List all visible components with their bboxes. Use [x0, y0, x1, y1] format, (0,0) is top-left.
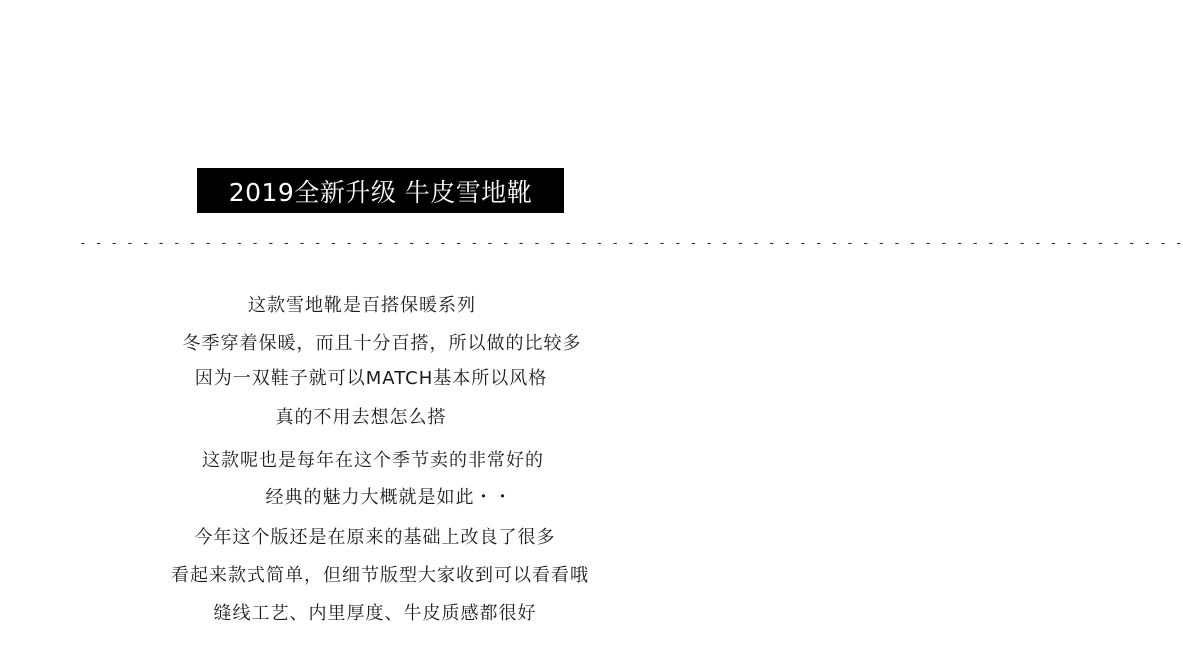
- description-line: 缝线工艺、内里厚度、牛皮质感都很好: [213, 603, 537, 624]
- description-line: 经典的魅力大概就是如此・・: [265, 487, 513, 508]
- description-line: 这款呢也是每年在这个季节卖的非常好的: [202, 450, 544, 471]
- description-line: 这款雪地靴是百搭保暖系列: [248, 295, 476, 316]
- description-line: 看起来款式简单，但细节版型大家收到可以看看哦: [171, 565, 589, 586]
- description-line: 今年这个版还是在原来的基础上改良了很多: [194, 527, 556, 548]
- dashed-divider: - - - - - - - - - - - - - - - - - - - - - - - - - - - - - - - - - - - - - - - - - - - - - - - - - - - - - - - - - - - - - - - - - - - - - - -: [79, 236, 1183, 251]
- description-line: 因为一双鞋子就可以MATCH基本所以风格: [194, 368, 548, 389]
- description-line: 真的不用去想怎么搭: [275, 407, 447, 428]
- title-banner: [197, 168, 564, 213]
- description-line: 冬季穿着保暖，而且十分百搭，所以做的比较多: [182, 333, 582, 354]
- page-title: 2019全新升级 牛皮雪地靴: [228, 177, 533, 207]
